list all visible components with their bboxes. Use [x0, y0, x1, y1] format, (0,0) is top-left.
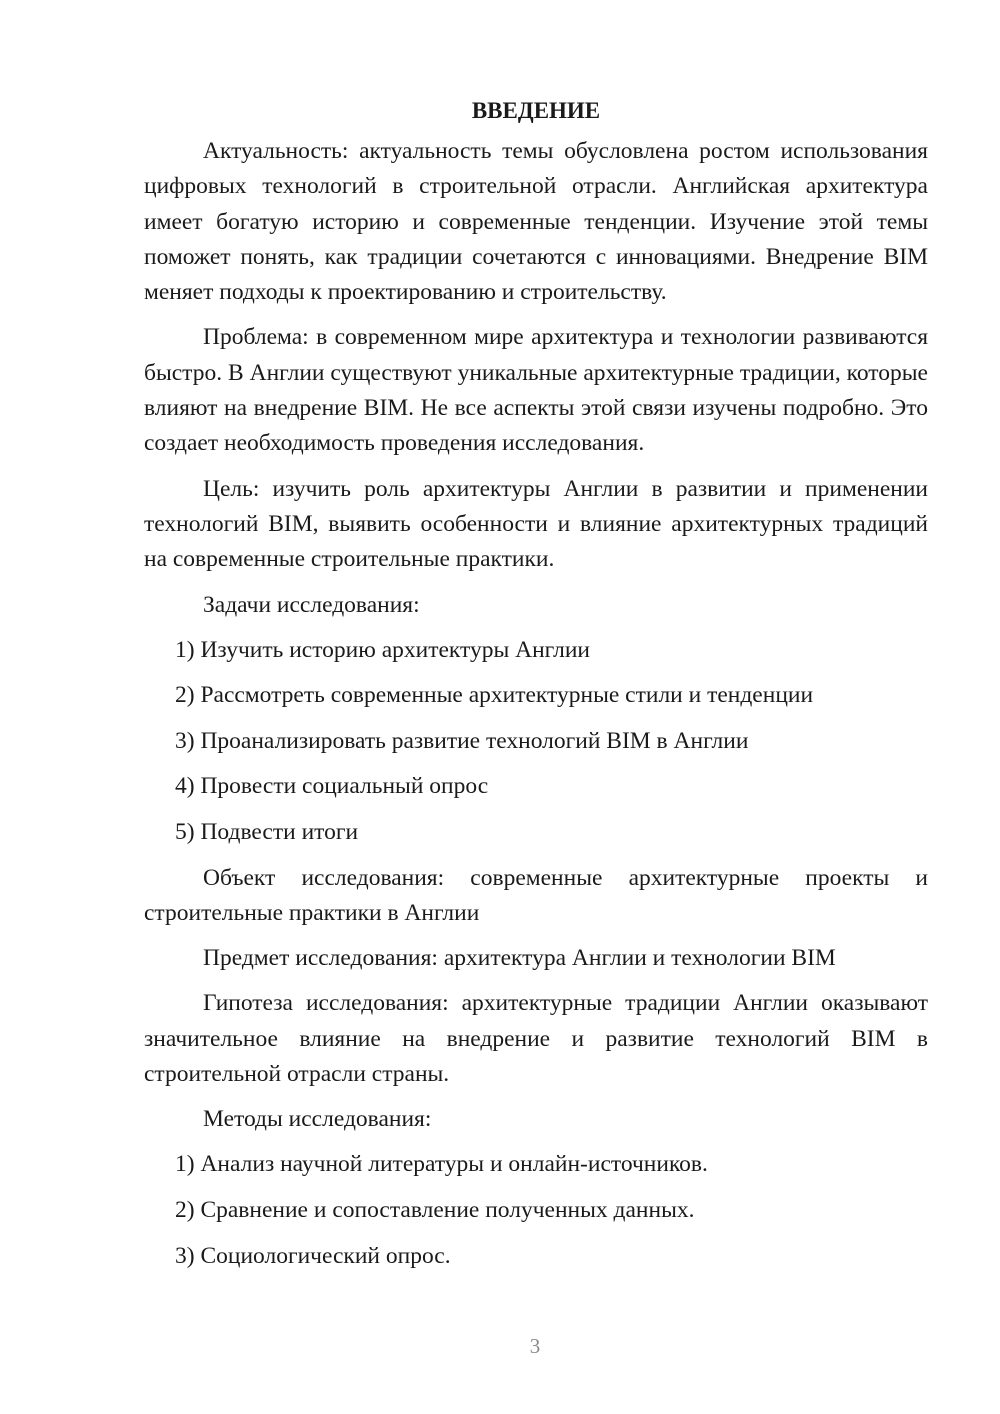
methods-label: Методы исследования:	[203, 1106, 432, 1133]
object-paragraph: Объект исследования: современные архитектурные проекты и строительные практики в Англии	[144, 864, 928, 926]
list-item: 3) Социологический опрос.	[175, 1242, 451, 1269]
list-item: 5) Подвести итоги	[175, 818, 359, 845]
goal-paragraph: Цель: изучить роль архитектуры Англии в развитии и применении технологий BIM, выявить особенности и влияние архитектурных традиций на современные строительные практики.	[144, 475, 928, 573]
hypothesis-paragraph: Гипотеза исследования: архитектурные традиции Англии оказывают значительное влияние на внедрение и развитие технологий BIM в строительной отрасли страны.	[144, 990, 928, 1088]
page-content	[144, 93, 928, 1284]
tasks-list	[144, 633, 928, 850]
relevance-paragraph: Актуальность: актуальность темы обусловлена ростом использования цифровых технологий в строительной отрасли. Английская архитектура имеет богатую историю и современные тенденции. Изучение этой темы поможет понять, как традиции сочетаются с инновациями. Внедрение BIM меняет подходы к проектированию и строительству.	[144, 138, 928, 306]
list-item: 1) Изучить историю архитектуры Англии	[175, 636, 591, 663]
list-item: 2) Рассмотреть современные архитектурные стили и тенденции	[175, 682, 814, 709]
list-item: 3) Проанализировать развитие технологий BIM в Англии	[175, 727, 749, 754]
problem-paragraph: Проблема: в современном мире архитектура и технологии развиваются быстро. В Англии существуют уникальные архитектурные традиции, которые влияют на внедрение BIM. Не все аспекты этой связи изучены подробно. Это создает необходимость проведения исследования.	[144, 324, 928, 457]
list-item: 2) Сравнение и сопоставление полученных данных.	[175, 1196, 695, 1223]
methods-list	[144, 1147, 928, 1273]
tasks-label: Задачи исследования:	[203, 591, 420, 618]
page-title: ВВЕДЕНИЕ	[471, 98, 601, 123]
list-item: 1) Анализ научной литературы и онлайн-источников.	[175, 1151, 708, 1178]
subject-paragraph: Предмет исследования: архитектура Англии и технологии BIM	[203, 945, 836, 972]
page-number: 3	[529, 1334, 541, 1358]
list-item: 4) Провести социальный опрос	[175, 773, 489, 800]
